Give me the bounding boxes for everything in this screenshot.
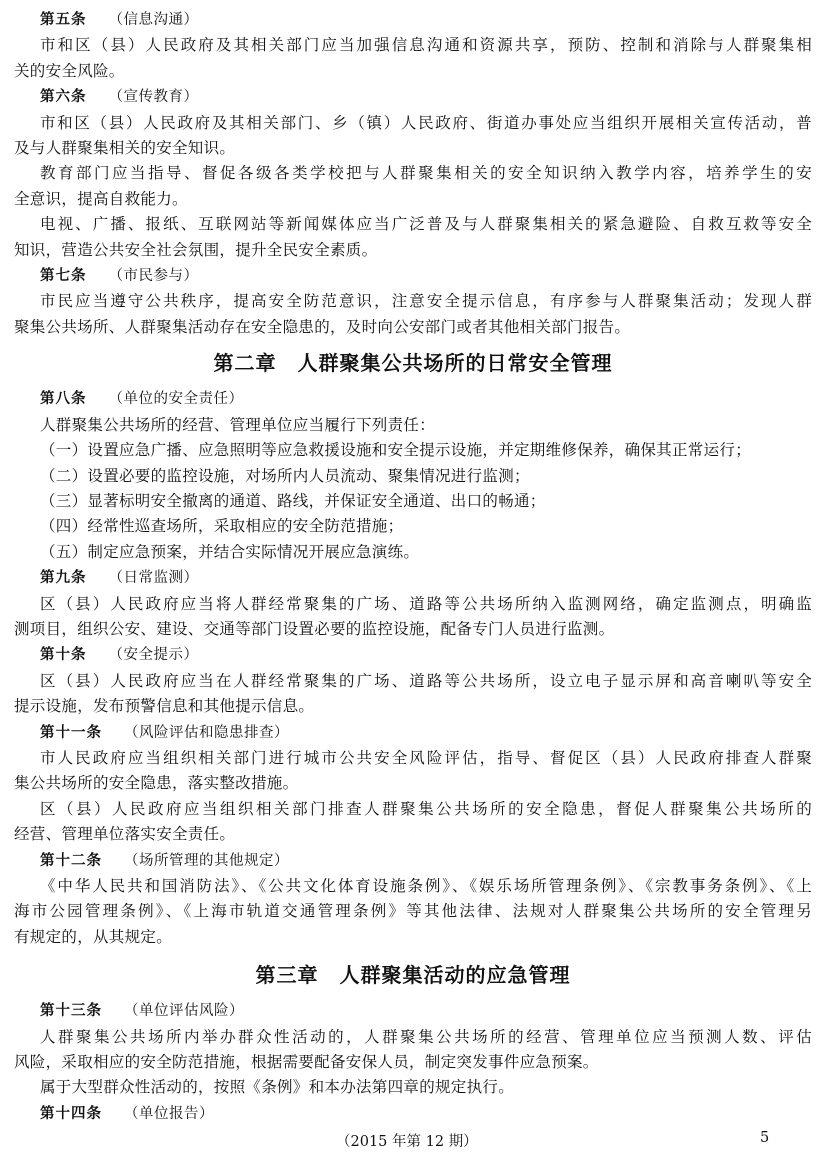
paragraph-line: 提示设施，发布预警信息和其他提示信息。 bbox=[14, 697, 315, 716]
paragraph-line: 及与人群聚集相关的安全知识。 bbox=[14, 139, 236, 158]
article-number: 第五条 bbox=[40, 12, 87, 28]
article-title: （单位评估风险） bbox=[124, 1003, 244, 1020]
paragraph-line: 属于大型群众性活动的，按照《条例》和本办法第四章的规定执行。 bbox=[40, 1078, 515, 1097]
issue-label: （2015 年第 12 期） bbox=[336, 1134, 478, 1150]
paragraph-line: 风险，采取相应的安全防范措施，根据需要配备安保人员，制定突发事件应急预案。 bbox=[14, 1053, 599, 1072]
article-number: 第十四条 bbox=[40, 1105, 102, 1122]
paragraph-line: 海市公园管理条例》、《上海市轨道交通管理条例》等其他法律、法规对人群聚集公共场所的安全管理另 bbox=[14, 902, 812, 921]
paragraph-line: 《中华人民共和国消防法》、《公共文化体育设施条例》、《娱乐场所管理条例》、《宗教事务条例》、《上 bbox=[40, 877, 812, 895]
list-item: （四）经常性巡查场所，采取相应的安全防范措施； bbox=[40, 517, 404, 536]
article-title: （市民参与） bbox=[108, 268, 199, 285]
article-12-heading bbox=[14, 848, 812, 874]
article-number: 第七条 bbox=[40, 268, 87, 285]
article-number: 第六条 bbox=[40, 89, 87, 106]
paragraph-line: 集公共场所的安全隐患，落实整改措施。 bbox=[14, 774, 299, 793]
article-title: （安全提示） bbox=[108, 647, 199, 664]
paragraph-line: 区（县）人民政府应当组织相关部门排查人群聚集公共场所的安全隐患，督促人群聚集公共场所的 bbox=[40, 799, 812, 818]
article-number: 第十三条 bbox=[40, 1003, 102, 1020]
paragraph-line: 关的安全风险。 bbox=[14, 61, 125, 80]
article-number: 第十二条 bbox=[40, 852, 102, 869]
paragraph-line: 有规定的，从其规定。 bbox=[14, 927, 173, 946]
paragraph-line: 人群聚集公共场所内举办群众性活动的，人群聚集公共场所的经营、管理单位应当预测人数、评估 bbox=[40, 1027, 812, 1046]
article-9-heading bbox=[14, 565, 812, 591]
chapter-2-heading: 第二章 人群聚集公共场所的日常安全管理 bbox=[213, 351, 613, 376]
page-footer bbox=[0, 1130, 827, 1150]
paragraph-line: 市和区（县）人民政府及其相关部门应当加强信息沟通和资源共享，预防、控制和消除与人群聚集相 bbox=[40, 36, 812, 55]
article-title: （信息沟通） bbox=[108, 12, 199, 28]
list-item: （一）设置应急广播、应急照明等应急救援设施和安全提示设施，并定期维修保养，确保其正常运行； bbox=[40, 441, 752, 460]
paragraph-line: 测项目，组织公安、建设、交通等部门设置必要的监控设施，配备专门人员进行监测。 bbox=[14, 619, 615, 638]
chapter-3-heading: 第三章 人群聚集活动的应急管理 bbox=[255, 963, 571, 988]
paragraph-line: 人群聚集公共场所的经营、管理单位应当履行下列责任： bbox=[40, 415, 436, 434]
article-14-heading bbox=[14, 1101, 812, 1127]
paragraph-line: 电视、广播、报纸、互联网站等新闻媒体应当广泛普及与人群聚集相关的紧急避险、自救互救等安全 bbox=[40, 215, 812, 234]
paragraph-line: 知识，营造公共安全社会氛围，提升全民安全素质。 bbox=[14, 240, 378, 259]
article-title: （单位的安全责任） bbox=[108, 391, 244, 408]
list-item: （三）显著标明安全撤离的通道、路线，并保证安全通道、出口的畅通； bbox=[40, 491, 546, 510]
paragraph-line: 聚集公共场所、人群聚集活动存在安全隐患的，及时向公安部门或者其他相关部门报告。 bbox=[14, 317, 631, 336]
paragraph-line: 区（县）人民政府应当在人群经常聚集的广场、道路等公共场所，设立电子显示屏和高音喇叭等安全 bbox=[40, 671, 812, 690]
paragraph-line: 市和区（县）人民政府及其相关部门、乡（镇）人民政府、街道办事处应当组织开展相关宣传活动，普 bbox=[40, 113, 812, 132]
article-title: （场所管理的其他规定） bbox=[124, 852, 289, 869]
article-number: 第九条 bbox=[40, 570, 87, 587]
article-number: 第十条 bbox=[40, 647, 87, 664]
paragraph-line: 区（县）人民政府应当将人群经常聚集的广场、道路等公共场所纳入监测网络，确定监测点，明确监 bbox=[40, 594, 812, 613]
paragraph-line: 全意识，提高自救能力。 bbox=[14, 189, 188, 208]
paragraph-line: 经营、管理单位落实安全责任。 bbox=[14, 825, 236, 844]
page-number: 5 bbox=[760, 1130, 770, 1146]
article-5-heading bbox=[14, 7, 812, 33]
article-10-heading bbox=[14, 642, 812, 668]
article-number: 第十一条 bbox=[40, 724, 102, 741]
article-6-heading bbox=[14, 84, 812, 110]
paragraph-line: 市人民政府应当组织相关部门进行城市公共安全风险评估，指导、督促区（县）人民政府排查人群聚 bbox=[40, 748, 812, 767]
article-8-heading bbox=[14, 386, 812, 412]
article-11-heading bbox=[14, 720, 812, 746]
list-item: （五）制定应急预案，并结合实际情况开展应急演练。 bbox=[40, 542, 420, 561]
document-page bbox=[14, 7, 812, 1127]
article-13-heading bbox=[14, 998, 812, 1024]
list-item: （二）设置必要的监控设施，对场所内人员流动、聚集情况进行监测； bbox=[40, 466, 530, 485]
paragraph-line: 教育部门应当指导、督促各级各类学校把与人群聚集相关的安全知识纳入教学内容，培养学生的安 bbox=[40, 164, 812, 183]
article-title: （风险评估和隐患排查） bbox=[124, 724, 289, 741]
article-title: （宣传教育） bbox=[108, 89, 199, 106]
paragraph-line: 市民应当遵守公共秩序，提高安全防范意识，注意安全提示信息，有序参与人群聚集活动；发现人群 bbox=[40, 292, 812, 311]
article-title: （单位报告） bbox=[124, 1105, 214, 1122]
article-number: 第八条 bbox=[40, 391, 87, 408]
article-7-heading bbox=[14, 263, 812, 289]
article-title: （日常监测） bbox=[108, 570, 199, 587]
